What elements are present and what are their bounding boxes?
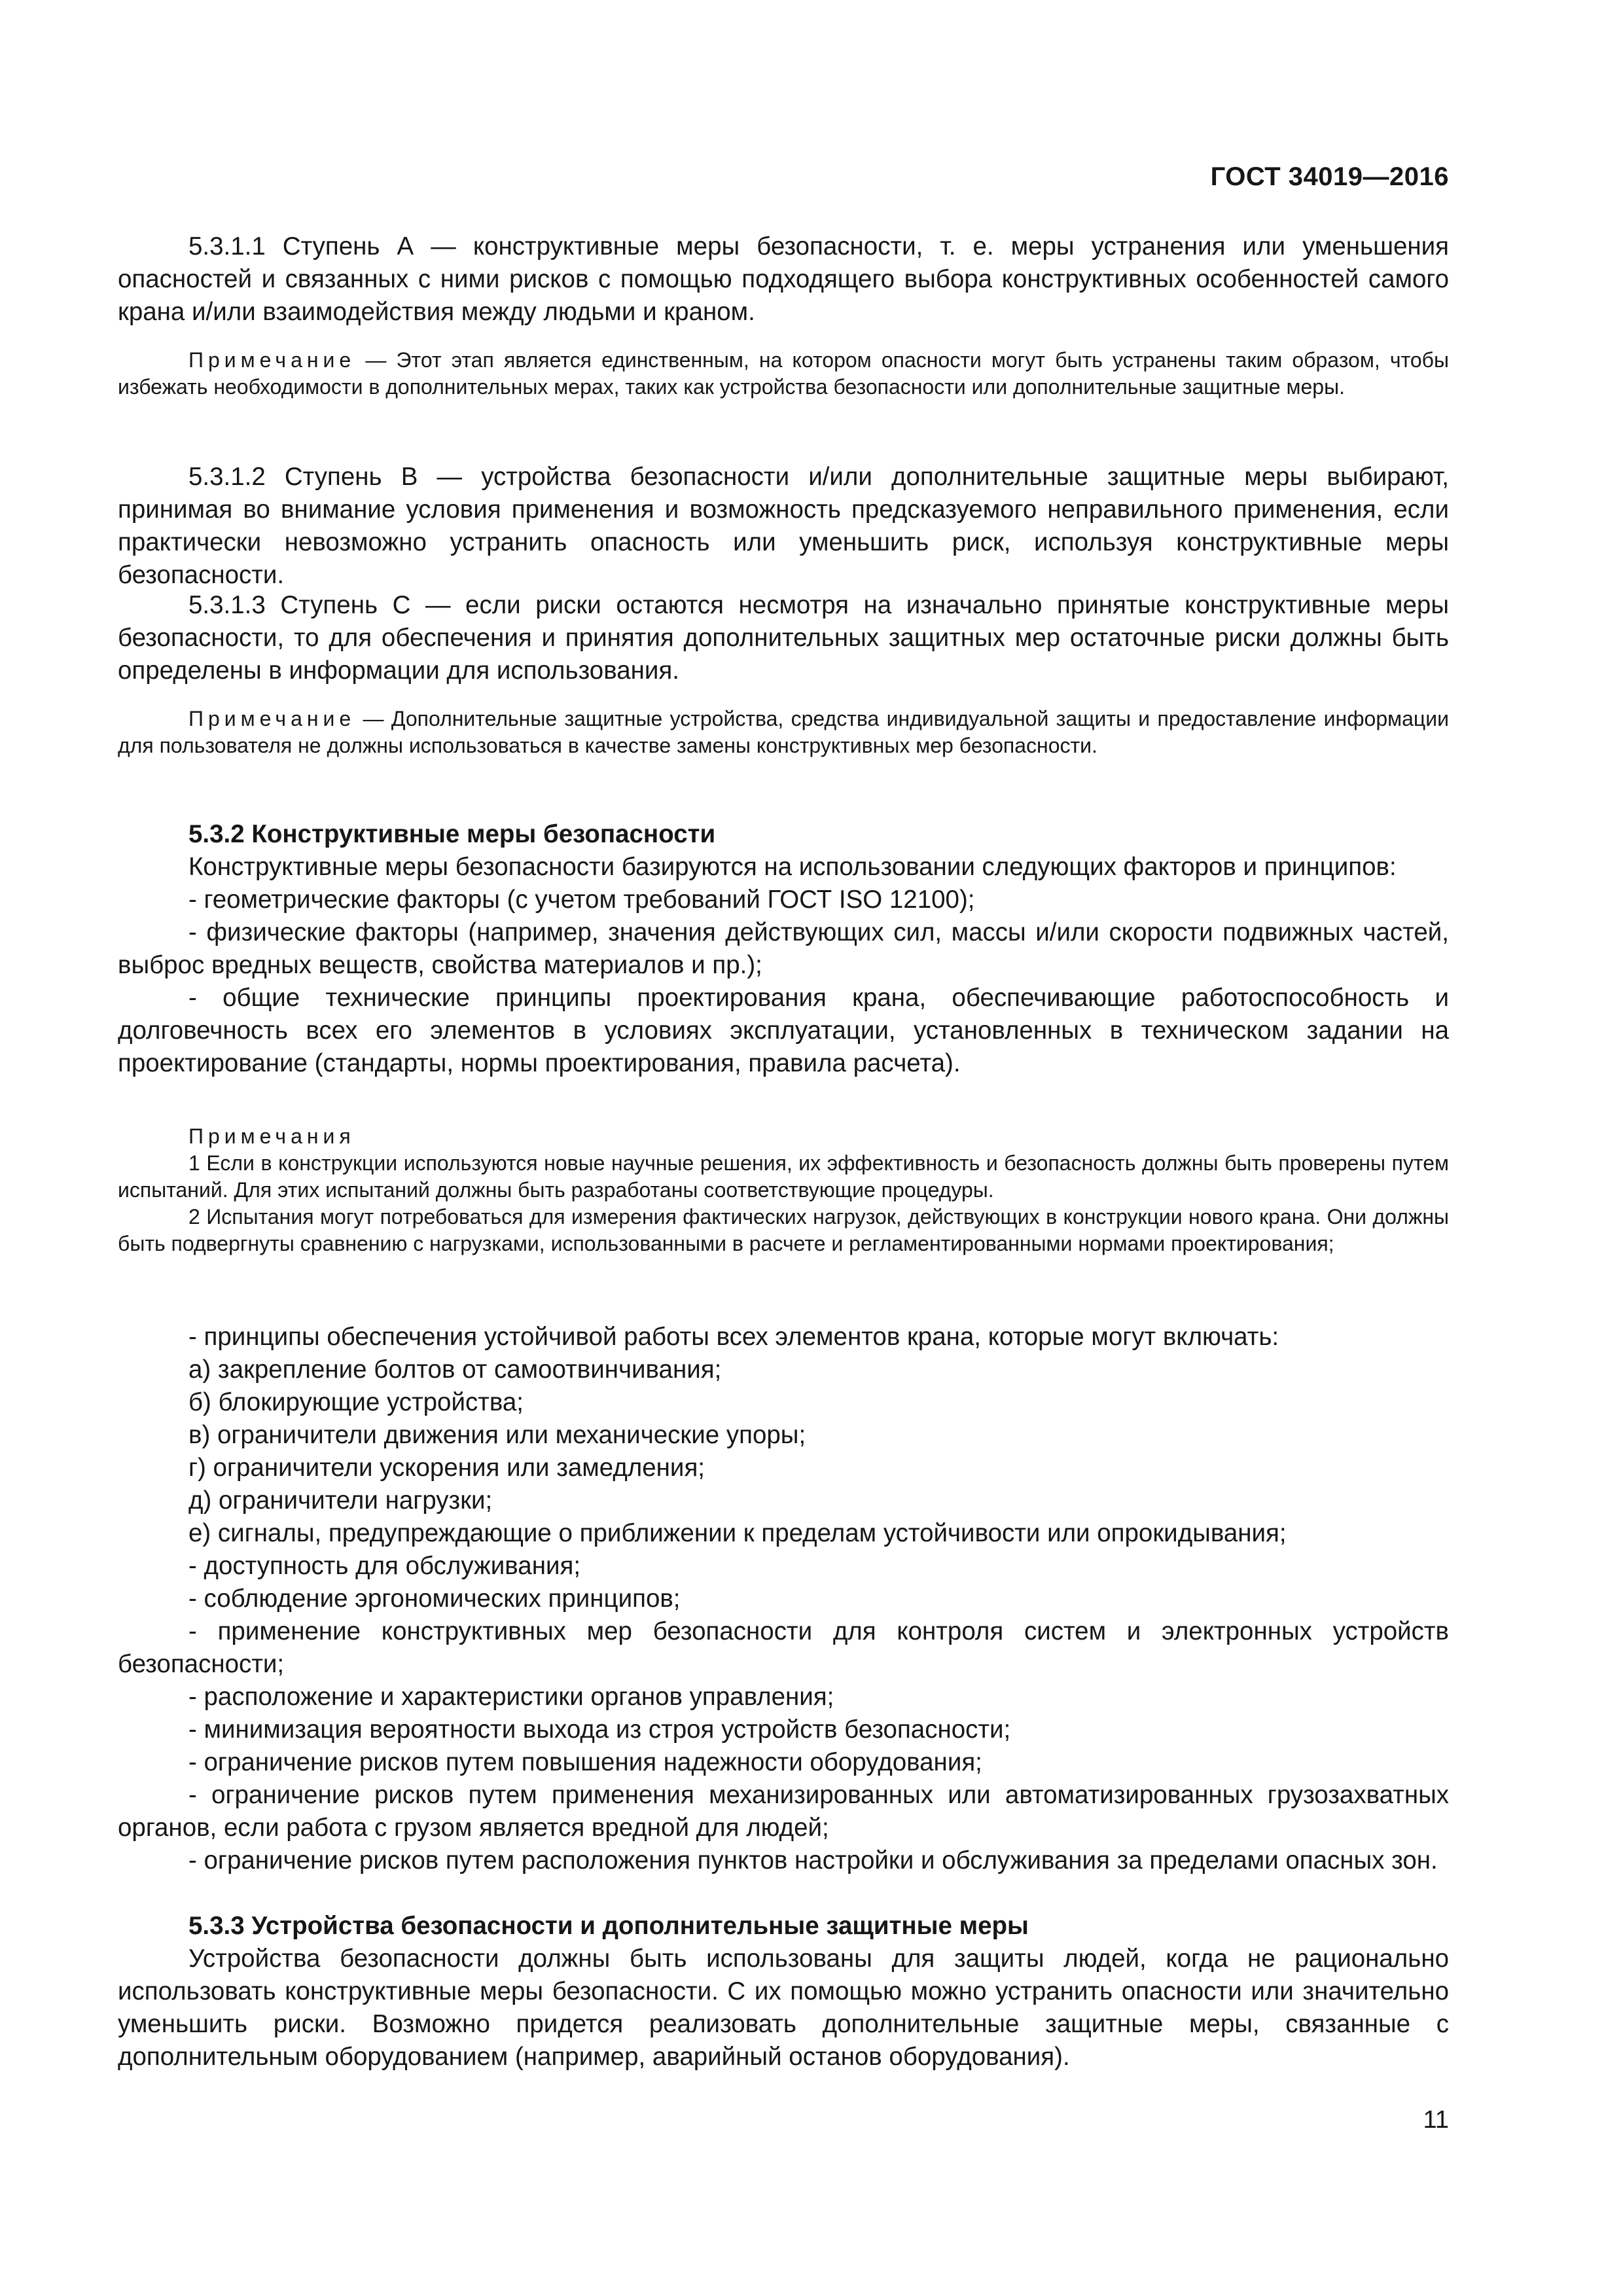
bullet-item: - общие технические принципы проектирования крана, обеспечивающие работоспособность и долговечность всех его элементов в условиях эксплуатации, установленных в техническом задании на проектирование (стандарты, нормы проектирования, правила расчета).	[118, 984, 1449, 1077]
paragraph-5-3-1-1	[118, 230, 1449, 329]
bullet-item: - геометрические факторы (с учетом требований ГОСТ ISO 12100);	[188, 886, 975, 914]
bullet-item: - соблюдение эргономических принципов;	[188, 1585, 681, 1613]
bullet-item: - расположение и характеристики органов управления;	[188, 1683, 834, 1711]
document-id-header: ГОСТ 34019—2016	[1210, 162, 1449, 191]
section-heading: 5.3.3 Устройства безопасности и дополнительные защитные меры	[188, 1912, 1029, 1940]
section-5-3-3	[118, 1910, 1449, 2073]
bullet-item: - доступность для обслуживания;	[188, 1552, 581, 1580]
note-text	[118, 347, 1449, 401]
principles-list	[118, 1321, 1449, 1877]
note-label: Примечание	[188, 707, 356, 730]
bullet-item: - ограничение рисков путем повышения надежности оборудования;	[188, 1748, 982, 1776]
section-heading: 5.3.2 Конструктивные меры безопасности	[188, 820, 716, 848]
paragraph-5-3-1-3	[118, 589, 1449, 687]
paragraph-text: 5.3.1.1 Ступень А — конструктивные меры безопасности, т. е. меры устранения или уменьшения опасностей и связанных с ними рисков с помощью подходящего выбора конструктивных особенностей самого крана и/или взаимодействия между людьми и краном.	[118, 232, 1449, 326]
note-text	[118, 706, 1449, 759]
notes-block	[118, 1123, 1449, 1257]
list-item: е) сигналы, предупреждающие о приближении к пределам устойчивости или опрокидывания;	[188, 1519, 1287, 1547]
list-item: а) закрепление болтов от самоотвинчивания;	[188, 1355, 722, 1384]
note-item: 2 Испытания могут потребоваться для измерения фактических нагрузок, действующих в конструкции нового крана. Они должны быть подвергнуты сравнению с нагрузками, использованными в расчете и регламентированными нормами проектирования;	[118, 1205, 1449, 1255]
bullet-item: - принципы обеспечения устойчивой работы всех элементов крана, которые могут включать:	[188, 1323, 1279, 1351]
bullet-item: - применение конструктивных мер безопасности для контроля систем и электронных устройств безопасности;	[118, 1617, 1449, 1678]
note-2	[118, 706, 1449, 759]
bullet-item: - ограничение рисков путем расположения пунктов настройки и обслуживания за пределами опасных зон.	[188, 1846, 1438, 1874]
paragraph-text: 5.3.1.3 Ступень С — если риски остаются несмотря на изначально принятые конструктивные меры безопасности, то для обеспечения и принятия дополнительных защитных мер остаточные риски должны быть определены в информации для использования.	[118, 591, 1449, 685]
paragraph-text: 5.3.1.2 Ступень В — устройства безопасности и/или дополнительные защитные меры выбирают, принимая во внимание условия применения и возможность предсказуемого неправильного применения, если практически невозможно устранить опасность или уменьшить риск, используя конструктивные меры безопасности.	[118, 463, 1449, 589]
paragraph-text: Конструктивные меры безопасности базируются на использовании следующих факторов и принципов:	[188, 853, 1397, 881]
list-item: д) ограничители нагрузки;	[188, 1486, 493, 1515]
note-1	[118, 347, 1449, 401]
bullet-item: - минимизация вероятности выхода из строя устройств безопасности;	[188, 1715, 1011, 1744]
paragraph-5-3-1-2	[118, 461, 1449, 592]
note-label: Примечание	[188, 348, 356, 372]
note-item: 1 Если в конструкции используются новые научные решения, их эффективность и безопасность должны быть проверены путем испытаний. Для этих испытаний должны быть разработаны соответствующие процедуры.	[118, 1151, 1449, 1202]
bullet-item: - ограничение рисков путем применения механизированных или автоматизированных грузозахватных органов, если работа с грузом является вредной для людей;	[118, 1781, 1449, 1842]
bullet-item: - физические факторы (например, значения действующих сил, массы и/или скорости подвижных частей, выброс вредных веществ, свойства материалов и пр.);	[118, 918, 1449, 979]
note-body: — Этот этап является единственным, на котором опасности могут быть устранены таким образом, чтобы избежать необходимости в дополнительных мерах, таких как устройства безопасности или дополнительные защитные меры.	[118, 348, 1449, 399]
notes-label: Примечания	[188, 1124, 355, 1148]
note-body: — Дополнительные защитные устройства, средства индивидуальной защиты и предоставление информации для пользователя не должны использоваться в качестве замены конструктивных мер безопасности.	[118, 707, 1449, 757]
list-item: б) блокирующие устройства;	[188, 1388, 524, 1416]
list-item: г) ограничители ускорения или замедления;	[188, 1454, 705, 1482]
section-5-3-2	[118, 818, 1449, 1080]
paragraph-text: Устройства безопасности должны быть использованы для защиты людей, когда не рационально использовать конструктивные меры безопасности. С их помощью можно устранить опасности или значительно уменьшить риски. Возможно придется реализовать дополнительные защитные меры, связанные с дополнительным оборудованием (например, аварийный останов оборудования).	[118, 1945, 1449, 2071]
list-item: в) ограничители движения или механические упоры;	[188, 1421, 806, 1449]
page-number: 11	[1423, 2106, 1449, 2134]
